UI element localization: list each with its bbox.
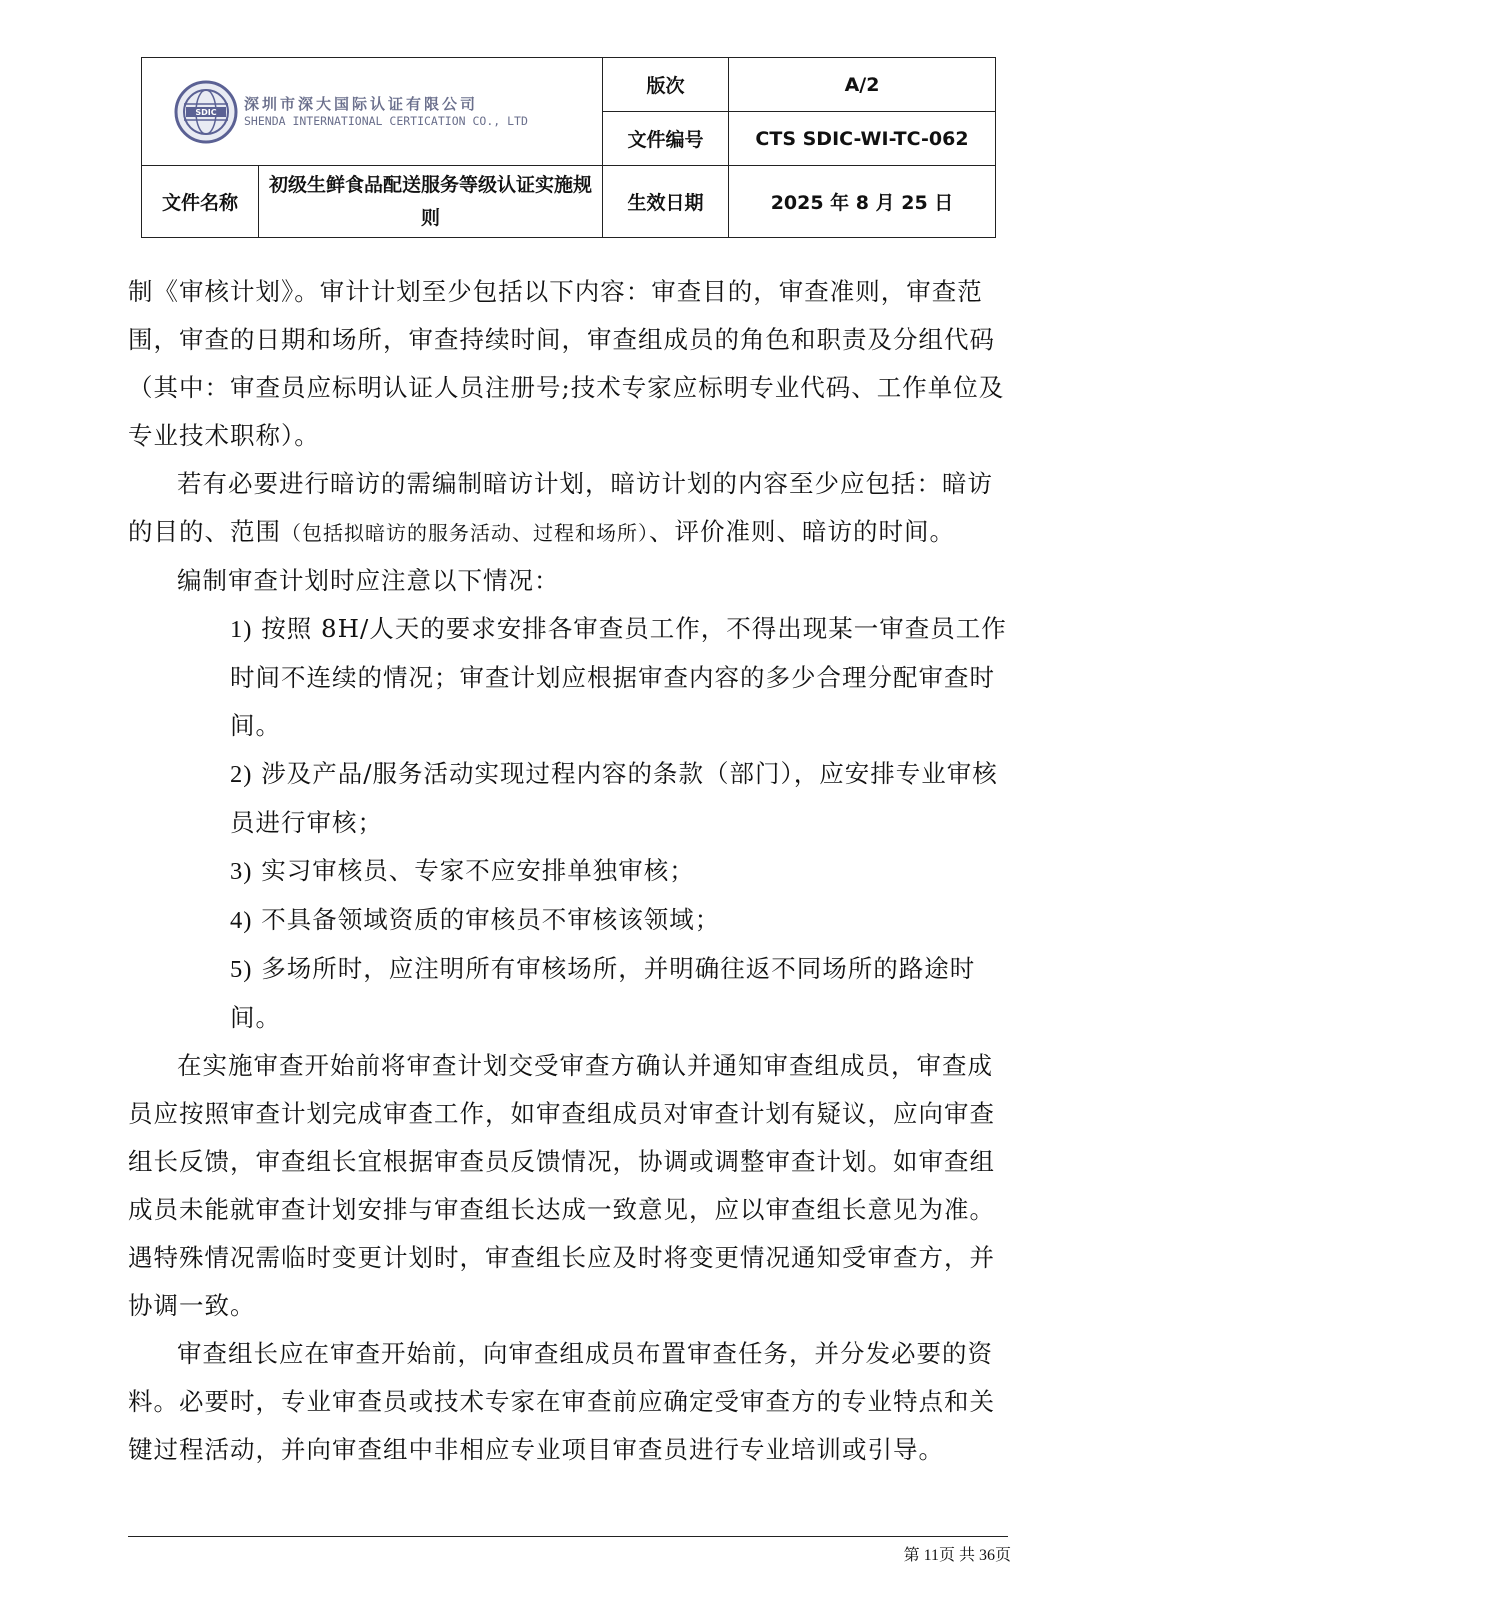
paragraph-mystery-visit: 若有必要进行暗访的需编制暗访计划，暗访计划的内容至少应包括：暗访的目的、范围（包括拟暗访的服务活动、过程和场所）、评价准则、暗访的时间。 [128, 469, 993, 546]
company-name-en: SHENDA INTERNATIONAL CERTICATION CO., LTD [244, 113, 528, 128]
footer-divider [128, 1536, 1008, 1537]
paragraph-plan-notes: 编制审查计划时应注意以下情况： [177, 566, 560, 595]
doc-name-value: 初级生鲜食品配送服务等级认证实施规则 [259, 166, 603, 238]
svg-text:SDIC: SDIC [195, 107, 217, 117]
company-name-cn: 深圳市深大国际认证有限公司 [244, 94, 479, 113]
list-item: 2) 涉及产品/服务活动实现过程内容的条款（部门），应安排专业审核员进行审核； [230, 759, 998, 837]
list-item: 1) 按照 8H/人天的要求安排各审查员工作，不得出现某一审查员工作时间不连续的情况；审查计划应根据审查内容的多少合理分配审查时间。 [230, 614, 1007, 740]
version-label: 版次 [603, 58, 729, 112]
header-table [141, 57, 996, 238]
page-number: 第 11页 共 36页 [903, 1547, 1011, 1564]
logo-cell [142, 58, 603, 166]
list-item: 3) 实习审核员、专家不应安排单独审核； [230, 856, 695, 885]
doc-name-label: 文件名称 [142, 166, 259, 238]
effective-date-label: 生效日期 [603, 166, 729, 238]
document-body [128, 268, 1016, 1474]
paragraph-plan-confirmation: 在实施审查开始前将审查计划交受审查方确认并通知审查组成员，审查成员应按照审查计划完成审查工作，如审查组成员对审查计划有疑议，应向审查组长反馈，审查组长宜根据审查员反馈情况，协调或调整审查计划。如审查组成员未能就审查计划安排与审查组长达成一致意见，应以审查组长意见为准。遇特殊情况需临时变更计划时，审查组长应及时将变更情况通知受审查方，并协调一致。 [128, 1051, 995, 1320]
doc-number-value: CTS SDIC-WI-TC-062 [729, 112, 996, 166]
doc-number-label: 文件编号 [603, 112, 729, 166]
paragraph-task-assignment: 审查组长应在审查开始前，向审查组成员布置审查任务，并分发必要的资料。必要时，专业审查员或技术专家在审查前应确定受审查方的专业特点和关键过程活动，并向审查组中非相应专业项目审查员进行专业培训或引导。 [128, 1339, 995, 1464]
effective-date-value: 2025 年 8 月 25 日 [729, 166, 996, 238]
version-value: A/2 [729, 58, 996, 112]
company-logo-icon [174, 80, 238, 144]
list-item: 5) 多场所时，应注明所有审核场所，并明确往返不同场所的路途时间。 [230, 954, 976, 1032]
list-item: 4) 不具备领域资质的审核员不审核该领域； [230, 905, 721, 934]
paragraph-audit-plan: 制《审核计划》。审计计划至少包括以下内容：审查目的，审查准则，审查范围，审查的日期和场所，审查持续时间，审查组成员的角色和职责及分组代码（其中：审查员应标明认证人员注册号;技术专家应标明专业代码、工作单位及专业技术职称）。 [128, 277, 1005, 450]
